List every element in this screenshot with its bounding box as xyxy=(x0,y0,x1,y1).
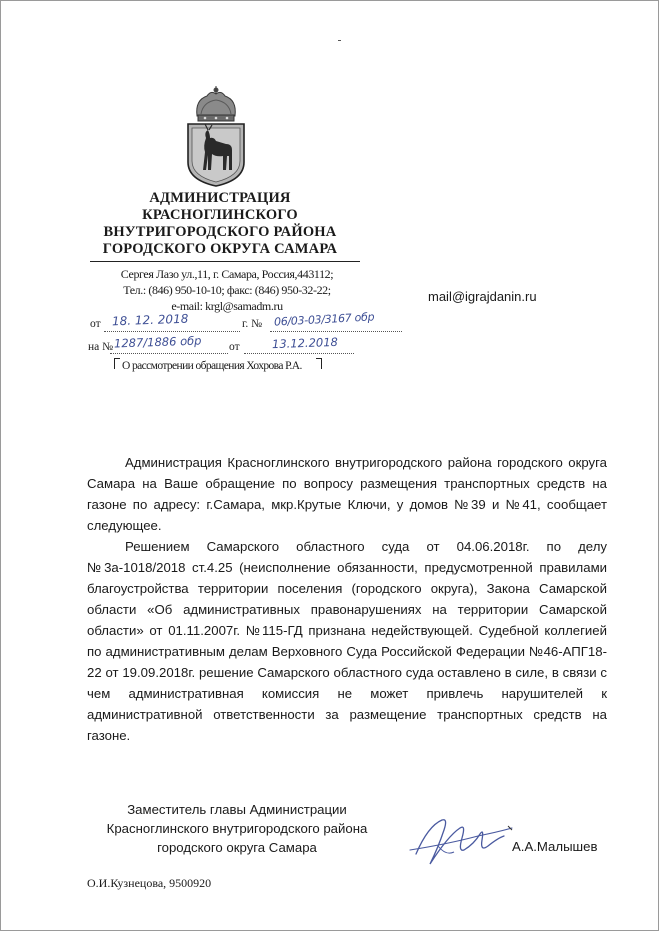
coat-of-arms-shield-icon xyxy=(186,122,246,188)
number-label: г. № xyxy=(242,318,263,330)
handwritten-signature xyxy=(408,806,518,876)
address-line: Сергея Лазо ул.,11, г. Самара, Россия,443112; xyxy=(120,267,334,281)
executor-contact: О.И.Кузнецова, 9500920 xyxy=(87,876,212,890)
handwritten-number: 06/03-03/3167 обр xyxy=(273,310,375,329)
body-paragraph: Решением Самарского областного суда от 04.06.2018г. по делу №3а-1018/2018 ст.4.25 (неисполнение обязанности, предусмотренной правилами благоустройства территории поселения (городского округа), Закона Самарской области «Об административных правонарушениях на территории Самарской области» от 01.11.2007г. №115-ГД признана недействующей. Судебной коллегией по административным делам Верховного Суда Российской Федерации №46-АПГ18-22 от 19.09.2018г. решение Самарского областного суда оставлено в силе, в связи с чем административная комиссия не может привлечь нарушителей к административной ответственности за размещение транспортных средств на газоне. xyxy=(87,539,607,743)
from-label: от xyxy=(90,318,101,330)
signer-position-line: Заместитель главы Администрации xyxy=(127,802,347,817)
number-underline xyxy=(270,331,402,332)
signer-position-line: городского округа Самара xyxy=(157,840,317,855)
crown-icon xyxy=(191,86,241,124)
letter-subject: О рассмотрении обращения Хохрова Р.А. xyxy=(122,360,302,372)
phone-fax-line: Тел.: (846) 950-10-10; факс: (846) 950-32-22; xyxy=(123,283,331,297)
ref-from-label: от xyxy=(229,341,240,353)
handwritten-ref-number: 1287/1886 обр xyxy=(113,333,202,351)
signer-name: А.А.Малышев xyxy=(512,839,598,854)
email-line: e-mail: krgl@samadm.ru xyxy=(171,299,283,313)
org-name-line: ВНУТРИГОРОДСКОГО РАЙОНА xyxy=(103,224,337,240)
handwritten-date: 18. 12. 2018 xyxy=(111,311,189,329)
header-divider xyxy=(90,261,360,262)
org-name-line: АДМИНИСТРАЦИЯ xyxy=(149,190,291,206)
body-paragraph: Администрация Красноглинского внутригородского района городского округа Самара на Ваше обращение по вопросу размещения транспортных средств на газоне по адресу: г.Самара, мкр.Крутые Ключи, у домов №39 и №41, сообщает следующее. xyxy=(87,455,607,533)
organization-address xyxy=(96,266,358,314)
organization-name xyxy=(84,190,356,258)
recipient-email: mail@igrajdanin.ru xyxy=(428,289,537,304)
ref-number-underline xyxy=(110,353,228,354)
signer-position-line: Красноглинского внутригородского района xyxy=(106,821,368,836)
ref-number-label: на № xyxy=(88,341,114,353)
signer-position xyxy=(87,800,387,857)
scan-mark xyxy=(338,40,341,41)
org-name-line: КРАСНОГЛИНСКОГО xyxy=(142,207,298,223)
ref-date-underline xyxy=(244,353,354,354)
date-underline xyxy=(104,331,240,332)
handwritten-ref-date: 13.12.2018 xyxy=(271,334,339,352)
subject-bracket-right xyxy=(316,358,322,369)
org-name-line: ГОРОДСКОГО ОКРУГА САМАРА xyxy=(102,241,338,257)
letter-body xyxy=(87,452,607,746)
